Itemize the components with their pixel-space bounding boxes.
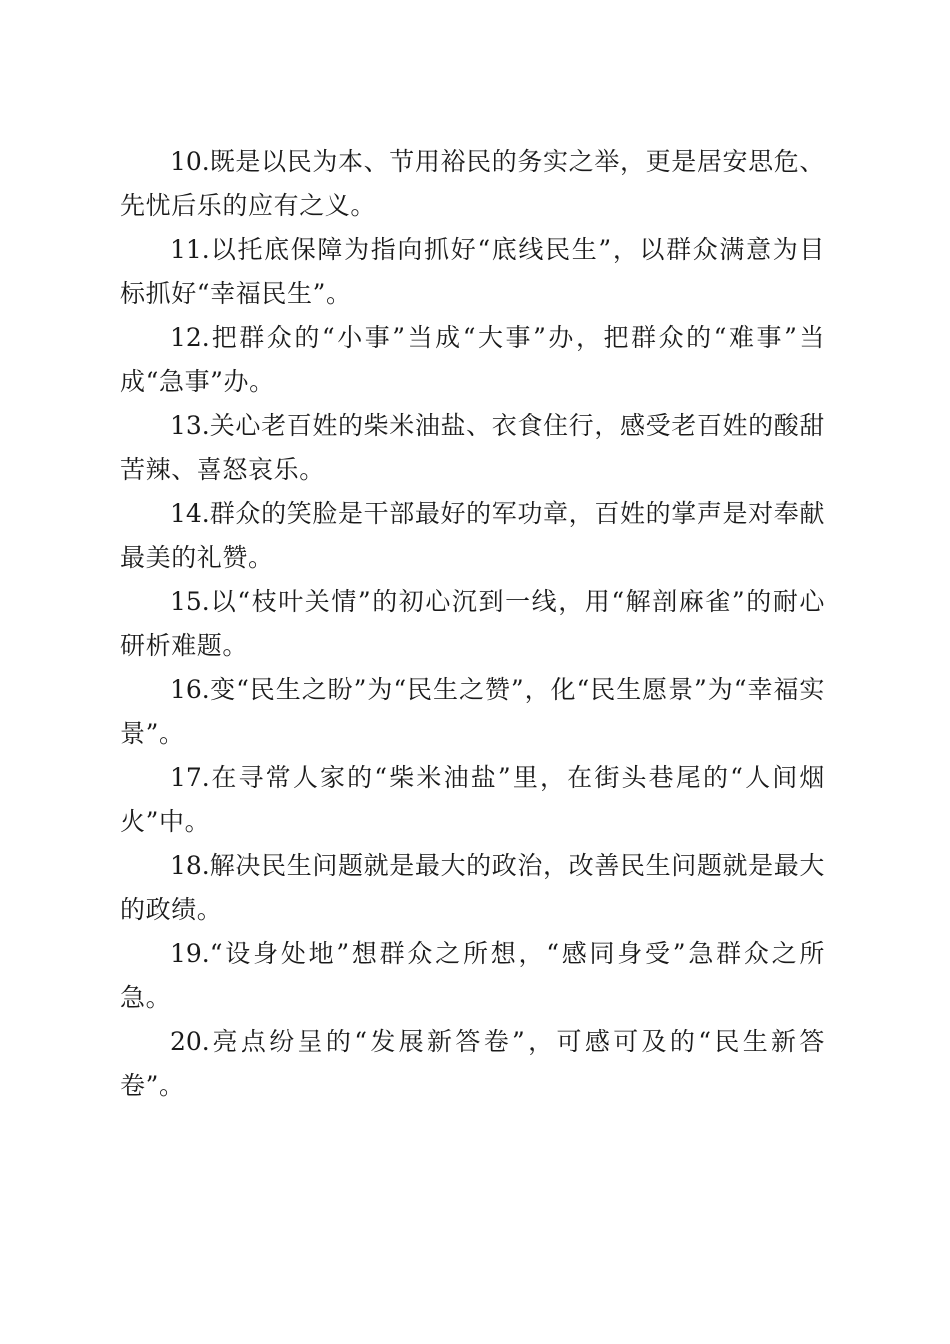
item-number: 18.	[170, 851, 210, 880]
item-text: 以“枝叶关情”的初心沉到一线，用“解剖麻雀”的耐心研析难题。	[120, 587, 825, 660]
item-text: 解决民生问题就是最大的政治，改善民生问题就是最大的政绩。	[120, 851, 825, 924]
item-text: 以托底保障为指向抓好“底线民生”，以群众满意为目标抓好“幸福民生”。	[120, 235, 825, 308]
document-body	[120, 140, 825, 1108]
list-item	[120, 1020, 825, 1108]
item-number: 10.	[170, 147, 210, 176]
list-item	[120, 756, 825, 844]
item-number: 11.	[170, 235, 210, 264]
list-item	[120, 668, 825, 756]
item-number: 16.	[170, 675, 210, 704]
item-number: 12.	[170, 323, 210, 352]
list-item	[120, 932, 825, 1020]
item-number: 15.	[170, 587, 210, 616]
list-item	[120, 316, 825, 404]
item-text: 群众的笑脸是干部最好的军功章，百姓的掌声是对奉献最美的礼赞。	[120, 499, 825, 572]
list-item	[120, 404, 825, 492]
item-number: 14.	[170, 499, 210, 528]
item-text: 亮点纷呈的“发展新答卷”，可感可及的“民生新答卷”。	[120, 1027, 825, 1100]
item-number: 13.	[170, 411, 210, 440]
item-text: “设身处地”想群众之所想，“感同身受”急群众之所急。	[120, 939, 825, 1012]
list-item	[120, 492, 825, 580]
item-text: 把群众的“小事”当成“大事”办，把群众的“难事”当成“急事”办。	[120, 323, 825, 396]
item-text: 在寻常人家的“柴米油盐”里，在街头巷尾的“人间烟火”中。	[120, 763, 825, 836]
list-item	[120, 140, 825, 228]
item-number: 20.	[170, 1027, 210, 1056]
list-item	[120, 844, 825, 932]
item-text: 关心老百姓的柴米油盐、衣食住行，感受老百姓的酸甜苦辣、喜怒哀乐。	[120, 411, 825, 484]
item-text: 变“民生之盼”为“民生之赞”，化“民生愿景”为“幸福实景”。	[120, 675, 825, 748]
list-item	[120, 580, 825, 668]
list-item	[120, 228, 825, 316]
item-number: 17.	[170, 763, 210, 792]
item-number: 19.	[170, 939, 210, 968]
item-text: 既是以民为本、节用裕民的务实之举，更是居安思危、先忧后乐的应有之义。	[120, 147, 825, 220]
